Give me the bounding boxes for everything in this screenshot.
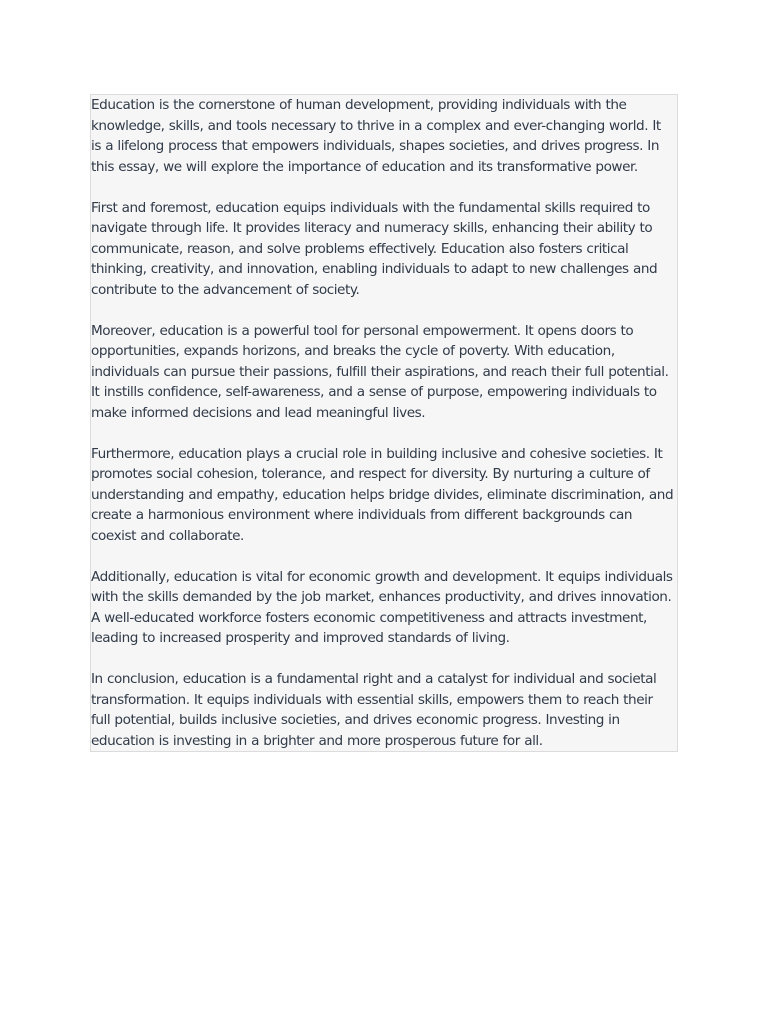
essay-paragraph-empowerment: Moreover, education is a powerful tool for personal empowerment. It opens doors to opportunities, expands horizons, and breaks the cycle of poverty. With education, individuals can pursue their passions, fulfill their aspirations, and reach their full potential. It instills confidence, self-awareness, and a sense of purpose, empowering individuals to make informed decisions and lead meaningful lives. — [91, 322, 669, 421]
essay-paragraph-economy: Additionally, education is vital for economic growth and development. It equips individuals with the skills demanded by the job market, enhances productivity, and drives innovation. A well-educated workforce fosters economic competitiveness and attracts investment, leading to increased prosperity and improved standards of living. — [91, 568, 673, 646]
essay-text-block — [90, 94, 678, 752]
essay-paragraph-conclusion: In conclusion, education is a fundamental right and a catalyst for individual and societal transformation. It equips individuals with essential skills, empowers them to reach their full potential, builds inclusive societies, and drives economic progress. Investing in education is investing in a brighter and more prosperous future for all. — [91, 671, 657, 749]
essay-paragraph-intro: Education is the cornerstone of human development, providing individuals with the knowledge, skills, and tools necessary to thrive in a complex and ever-changing world. It is a lifelong process that empowers individuals, shapes societies, and drives progress. In this essay, we will explore the importance of education and its transformative power. — [91, 97, 661, 175]
essay-paragraph-skills: First and foremost, education equips individuals with the fundamental skills required to navigate through life. It provides literacy and numeracy skills, enhancing their ability to communicate, reason, and solve problems effectively. Education also fosters critical thinking, creativity, and innovation, enabling individuals to adapt to new challenges and contribute to the advancement of society. — [91, 199, 658, 298]
essay-paragraph-societies: Furthermore, education plays a crucial role in building inclusive and cohesive societies. It promotes social cohesion, tolerance, and respect for diversity. By nurturing a culture of understanding and empathy, education helps bridge divides, eliminate discrimination, and create a harmonious environment where individuals from different backgrounds can coexist and collaborate. — [91, 445, 674, 544]
